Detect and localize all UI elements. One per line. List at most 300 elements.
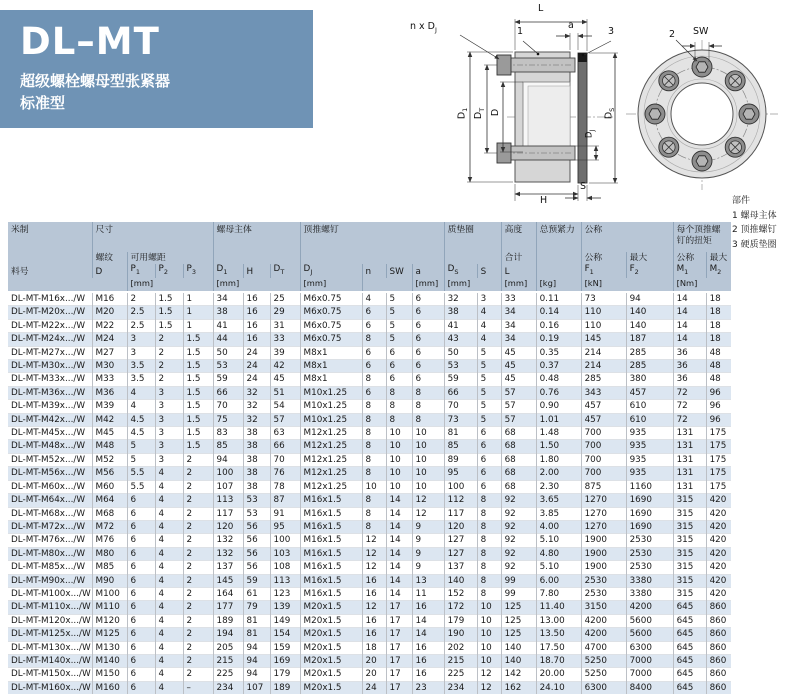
table-cell: 131 — [673, 427, 706, 440]
table-cell: 14 — [386, 534, 412, 547]
table-cell: 420 — [706, 534, 731, 547]
table-cell: 57 — [501, 413, 536, 426]
table-cell: 8 — [477, 547, 501, 560]
table-cell: 38 — [444, 306, 477, 319]
table-cell: M16x1.5 — [300, 574, 362, 587]
table-cell: 202 — [444, 641, 477, 654]
table-cell: 8 — [477, 574, 501, 587]
table-row — [8, 346, 731, 359]
table-cell: 8 — [362, 333, 386, 346]
table-cell: 1.5 — [183, 386, 213, 399]
table-cell: 5 — [477, 413, 501, 426]
column-header: 高度 — [501, 222, 536, 252]
table-cell: M20 — [92, 306, 127, 319]
part-number-cell: DL-MT-M36x.../W — [8, 386, 92, 399]
table-cell: 2 — [155, 373, 183, 386]
table-cell: 16 — [362, 574, 386, 587]
table-cell: 6 — [362, 386, 386, 399]
table-cell: M20x1.5 — [300, 654, 362, 667]
table-cell: 6 — [477, 427, 501, 440]
part-number-cell: DL-MT-M24x.../W — [8, 333, 92, 346]
column-header: [mm] — [501, 278, 536, 292]
table-cell: 1.50 — [536, 440, 581, 453]
table-cell: 68 — [501, 467, 536, 480]
column-header: 合计 — [501, 252, 536, 264]
table-cell: 6 — [127, 654, 155, 667]
table-cell: 16 — [243, 292, 270, 306]
table-cell: 18 — [706, 319, 731, 332]
table-cell: 420 — [706, 507, 731, 520]
table-cell: 94 — [213, 453, 243, 466]
table-cell: 8 — [477, 507, 501, 520]
table-cell: 4.5 — [127, 413, 155, 426]
table-cell: 2530 — [581, 587, 626, 600]
table-cell: 285 — [626, 360, 673, 373]
table-cell: 175 — [706, 440, 731, 453]
table-cell: 12 — [412, 494, 444, 507]
table-cell: 189 — [270, 681, 300, 694]
table-cell: 4 — [155, 561, 183, 574]
table-cell: 4700 — [581, 641, 626, 654]
table-cell: M20x1.5 — [300, 668, 362, 681]
table-cell: 645 — [673, 601, 706, 614]
table-cell: 127 — [444, 534, 477, 547]
part-number-cell: DL-MT-M48x.../W — [8, 440, 92, 453]
column-header: $D_1$ — [213, 264, 243, 278]
table-cell: 10 — [477, 641, 501, 654]
table-cell: 4 — [155, 574, 183, 587]
table-cell: 8 — [362, 400, 386, 413]
table-cell: 12 — [412, 507, 444, 520]
table-cell: 34 — [501, 306, 536, 319]
table-cell: 4 — [155, 587, 183, 600]
table-cell: 935 — [626, 467, 673, 480]
table-cell: 123 — [270, 587, 300, 600]
table-cell: 17 — [386, 628, 412, 641]
table-cell: 1 — [183, 319, 213, 332]
part-callout-3: 3 — [608, 26, 615, 37]
table-cell: 2.00 — [536, 467, 581, 480]
table-cell: 860 — [706, 601, 731, 614]
column-header: [kN] — [581, 278, 673, 292]
table-cell: 9 — [412, 561, 444, 574]
table-row — [8, 453, 731, 466]
table-row — [8, 333, 731, 346]
column-header: $P_2$ — [155, 264, 183, 278]
table-cell: 8 — [412, 386, 444, 399]
table-cell: 100 — [213, 467, 243, 480]
specification-table — [8, 222, 731, 694]
part-number-cell: DL-MT-M160x.../W — [8, 681, 92, 694]
table-cell: 66 — [270, 440, 300, 453]
table-cell: 4 — [477, 306, 501, 319]
column-header: 料号 — [8, 264, 92, 278]
table-cell: 45 — [501, 360, 536, 373]
table-cell: 149 — [270, 614, 300, 627]
table-cell: 38 — [243, 440, 270, 453]
dim-label-dj: $D_J$ — [584, 129, 597, 139]
table-cell: 1 — [183, 306, 213, 319]
table-cell: 14 — [412, 614, 444, 627]
table-cell: 18.70 — [536, 654, 581, 667]
table-cell: M30 — [92, 360, 127, 373]
table-cell: 4 — [155, 534, 183, 547]
table-cell: 2.5 — [127, 306, 155, 319]
table-cell: 51 — [270, 386, 300, 399]
table-cell: 140 — [626, 306, 673, 319]
table-cell: 8 — [412, 413, 444, 426]
column-header: $M_2$ — [706, 264, 731, 278]
table-cell: 700 — [581, 453, 626, 466]
table-cell: 9 — [412, 534, 444, 547]
table-cell: 14 — [386, 507, 412, 520]
table-cell: 860 — [706, 641, 731, 654]
table-cell: 24 — [243, 360, 270, 373]
table-cell: 152 — [444, 587, 477, 600]
table-cell: 4.5 — [127, 427, 155, 440]
table-cell: 16 — [362, 587, 386, 600]
table-cell: M16x1.5 — [300, 587, 362, 600]
table-cell: 1270 — [581, 494, 626, 507]
table-cell: 3380 — [626, 587, 673, 600]
table-cell: 112 — [444, 494, 477, 507]
table-cell: 53 — [243, 507, 270, 520]
table-cell: 1.5 — [183, 427, 213, 440]
table-cell: 4 — [155, 641, 183, 654]
table-cell: 4 — [155, 494, 183, 507]
table-cell: 6 — [127, 534, 155, 547]
table-row — [8, 681, 731, 694]
table-cell: 205 — [213, 641, 243, 654]
table-cell: 12 — [477, 681, 501, 694]
table-cell: 4 — [362, 292, 386, 306]
table-cell: 7000 — [626, 654, 673, 667]
table-cell: 108 — [270, 561, 300, 574]
table-cell: 0.35 — [536, 346, 581, 359]
table-cell: 4 — [155, 467, 183, 480]
table-cell: 81 — [243, 628, 270, 641]
table-row — [8, 520, 731, 533]
table-cell: 175 — [706, 467, 731, 480]
title-block — [0, 10, 313, 128]
table-cell: 131 — [673, 467, 706, 480]
table-cell: 10 — [386, 453, 412, 466]
table-cell: 1.5 — [183, 373, 213, 386]
table-cell: 315 — [673, 574, 706, 587]
table-cell: 4.00 — [536, 520, 581, 533]
table-cell: 1.5 — [155, 306, 183, 319]
table-cell: 92 — [501, 507, 536, 520]
column-header — [213, 252, 300, 264]
table-cell: 6 — [127, 628, 155, 641]
table-cell: 5250 — [581, 668, 626, 681]
table-cell: 113 — [270, 574, 300, 587]
table-cell: M8x1 — [300, 373, 362, 386]
table-cell: 16 — [412, 654, 444, 667]
table-cell: 214 — [581, 360, 626, 373]
column-header — [8, 252, 92, 264]
table-cell: 8400 — [626, 681, 673, 694]
part-number-cell: DL-MT-M22x.../W — [8, 319, 92, 332]
table-cell: 45 — [501, 373, 536, 386]
table-cell: 61 — [243, 587, 270, 600]
table-cell: 2 — [155, 346, 183, 359]
part-number-cell: DL-MT-M150x.../W — [8, 668, 92, 681]
table-cell: 2 — [183, 641, 213, 654]
table-cell: 87 — [270, 494, 300, 507]
table-cell: – — [183, 681, 213, 694]
table-cell: 2 — [183, 668, 213, 681]
table-cell: 6 — [362, 306, 386, 319]
table-cell: 24 — [243, 373, 270, 386]
column-header — [362, 278, 412, 292]
table-cell: 169 — [270, 654, 300, 667]
table-cell: 935 — [626, 440, 673, 453]
column-header: 螺母主体 — [213, 222, 300, 252]
table-cell: 8 — [477, 534, 501, 547]
table-cell: 110 — [581, 319, 626, 332]
table-cell: 2 — [183, 494, 213, 507]
table-cell: 2530 — [626, 534, 673, 547]
column-header: $D_T$ — [270, 264, 300, 278]
table-cell: 5 — [127, 453, 155, 466]
dim-label-nxdj: n x $D_J$ — [410, 21, 437, 34]
table-cell: 4.80 — [536, 547, 581, 560]
table-cell: 3 — [155, 386, 183, 399]
table-cell: 29 — [270, 306, 300, 319]
table-cell: 4 — [127, 400, 155, 413]
table-cell: 16 — [412, 641, 444, 654]
part-number-cell: DL-MT-M30x.../W — [8, 360, 92, 373]
part-number-cell: DL-MT-M68x.../W — [8, 507, 92, 520]
part-number-cell: DL-MT-M130x.../W — [8, 641, 92, 654]
table-cell: 5 — [477, 386, 501, 399]
table-cell: M27 — [92, 346, 127, 359]
table-cell: 5 — [477, 373, 501, 386]
table-cell: M10x1.25 — [300, 400, 362, 413]
table-cell: M12x1.25 — [300, 427, 362, 440]
table-cell: 107 — [213, 480, 243, 493]
parts-list-title: 部件 — [732, 196, 751, 206]
table-row — [8, 561, 731, 574]
table-cell: 285 — [626, 346, 673, 359]
table-cell: 50 — [444, 346, 477, 359]
table-row — [8, 373, 731, 386]
table-cell: 73 — [581, 292, 626, 306]
table-row — [8, 319, 731, 332]
table-cell: 72 — [673, 413, 706, 426]
column-header: D — [92, 264, 127, 278]
dim-label-sw: SW — [693, 26, 709, 37]
table-cell: 1270 — [581, 520, 626, 533]
table-row — [8, 668, 731, 681]
table-cell: 10 — [412, 480, 444, 493]
table-cell: 72 — [673, 386, 706, 399]
column-header: $F_2$ — [626, 264, 673, 278]
column-header — [536, 252, 581, 264]
table-cell: M12x1.25 — [300, 480, 362, 493]
table-cell: 12 — [362, 601, 386, 614]
table-row — [8, 614, 731, 627]
table-cell: 7.80 — [536, 587, 581, 600]
table-cell: 12 — [362, 534, 386, 547]
table-cell: 125 — [501, 628, 536, 641]
table-cell: 6 — [127, 641, 155, 654]
table-cell: 48 — [706, 346, 731, 359]
table-cell: 2 — [183, 587, 213, 600]
table-cell: 85 — [213, 440, 243, 453]
table-cell: 6 — [127, 507, 155, 520]
parts-list — [732, 194, 777, 252]
table-cell: 4200 — [626, 601, 673, 614]
table-cell: 1.48 — [536, 427, 581, 440]
table-cell: 2530 — [626, 561, 673, 574]
table-cell: 5.10 — [536, 561, 581, 574]
column-header: 质垫圈 — [444, 222, 501, 252]
table-cell: 8 — [362, 520, 386, 533]
table-cell: 34 — [213, 292, 243, 306]
table-cell: 94 — [243, 668, 270, 681]
table-cell: 2 — [155, 333, 183, 346]
table-cell: 2.5 — [127, 319, 155, 332]
table-cell: 94 — [243, 654, 270, 667]
table-row — [8, 413, 731, 426]
page-subtitle: 超级螺栓螺母型张紧器 — [20, 72, 171, 90]
table-cell: 92 — [501, 534, 536, 547]
table-cell: 5600 — [626, 614, 673, 627]
part-number-cell: DL-MT-M42x.../W — [8, 413, 92, 426]
table-cell: M6x0.75 — [300, 319, 362, 332]
table-cell: 5 — [386, 306, 412, 319]
column-header: [Nm] — [673, 278, 731, 292]
parts-list-item: 2 顶推螺钉 — [732, 225, 777, 235]
table-cell: 5 — [386, 333, 412, 346]
table-cell: 137 — [213, 561, 243, 574]
table-cell: 99 — [501, 574, 536, 587]
table-cell: 92 — [501, 561, 536, 574]
table-cell: 1.5 — [183, 440, 213, 453]
table-cell: M60 — [92, 480, 127, 493]
column-header — [536, 264, 581, 278]
part-callout-2: 2 — [669, 29, 676, 40]
column-header: 公称 — [581, 222, 673, 252]
table-cell: 96 — [706, 400, 731, 413]
table-cell: 5 — [386, 292, 412, 306]
table-cell: 6 — [412, 373, 444, 386]
table-cell: 6 — [386, 346, 412, 359]
table-cell: 33 — [501, 292, 536, 306]
table-cell: 120 — [444, 520, 477, 533]
table-cell: 32 — [243, 386, 270, 399]
part-number-cell: DL-MT-M45x.../W — [8, 427, 92, 440]
flange-drawing-icon — [620, 28, 785, 203]
table-cell: 10 — [477, 654, 501, 667]
column-header: 最大 — [626, 252, 673, 264]
table-cell: 860 — [706, 654, 731, 667]
table-cell: 8 — [362, 494, 386, 507]
table-cell: 315 — [673, 534, 706, 547]
table-cell: 6300 — [626, 641, 673, 654]
table-cell: 315 — [673, 561, 706, 574]
table-cell: 700 — [581, 440, 626, 453]
table-cell: 2.30 — [536, 480, 581, 493]
table-cell: 175 — [706, 480, 731, 493]
table-cell: 42 — [270, 360, 300, 373]
table-head — [8, 222, 731, 292]
table-cell: 189 — [213, 614, 243, 627]
table-cell: 34 — [501, 319, 536, 332]
table-cell: 8 — [386, 386, 412, 399]
table-cell: 75 — [213, 413, 243, 426]
table-cell: 645 — [673, 641, 706, 654]
table-cell: 420 — [706, 587, 731, 600]
table-cell: 8 — [362, 413, 386, 426]
table-cell: 179 — [444, 614, 477, 627]
table-cell: 91 — [270, 507, 300, 520]
table-cell: 16 — [243, 319, 270, 332]
table-cell: 1.80 — [536, 453, 581, 466]
table-cell: 1.5 — [183, 360, 213, 373]
column-header: H — [243, 264, 270, 278]
table-cell: 8 — [477, 494, 501, 507]
table-cell: 140 — [444, 574, 477, 587]
table-cell: 89 — [444, 453, 477, 466]
table-cell: 10 — [477, 601, 501, 614]
table-cell: M160 — [92, 681, 127, 694]
table-cell: 24.10 — [536, 681, 581, 694]
table-cell: 140 — [626, 319, 673, 332]
table-cell: 10 — [386, 480, 412, 493]
table-cell: 0.48 — [536, 373, 581, 386]
table-cell: 79 — [243, 601, 270, 614]
table-cell: 162 — [501, 681, 536, 694]
table-cell: 17 — [386, 614, 412, 627]
table-cell: 140 — [501, 641, 536, 654]
table-cell: 2 — [183, 520, 213, 533]
table-cell: 5.5 — [127, 480, 155, 493]
table-cell: 6 — [127, 587, 155, 600]
table-cell: 20.00 — [536, 668, 581, 681]
part-number-cell: DL-MT-M27x.../W — [8, 346, 92, 359]
table-cell: M42 — [92, 413, 127, 426]
table-cell: M39 — [92, 400, 127, 413]
table-cell: M125 — [92, 628, 127, 641]
table-cell: 68 — [501, 440, 536, 453]
table-cell: 457 — [581, 400, 626, 413]
table-cell: 100 — [270, 534, 300, 547]
table-cell: 43 — [444, 333, 477, 346]
table-cell: 6 — [127, 520, 155, 533]
table-row — [8, 654, 731, 667]
table-cell: 70 — [444, 400, 477, 413]
table-cell: 285 — [581, 373, 626, 386]
table-cell: 5 — [477, 360, 501, 373]
table-cell: 8 — [477, 587, 501, 600]
table-cell: M24 — [92, 333, 127, 346]
table-cell: 20 — [362, 668, 386, 681]
table-cell: 700 — [581, 467, 626, 480]
table-cell: 4 — [477, 333, 501, 346]
table-cell: 860 — [706, 614, 731, 627]
table-row — [8, 628, 731, 641]
table-cell: 457 — [626, 386, 673, 399]
table-cell: 2 — [183, 614, 213, 627]
table-cell: 13 — [412, 574, 444, 587]
table-cell: 860 — [706, 668, 731, 681]
table-cell: 4 — [477, 319, 501, 332]
table-cell: 6 — [362, 360, 386, 373]
table-cell: M10x1.25 — [300, 386, 362, 399]
